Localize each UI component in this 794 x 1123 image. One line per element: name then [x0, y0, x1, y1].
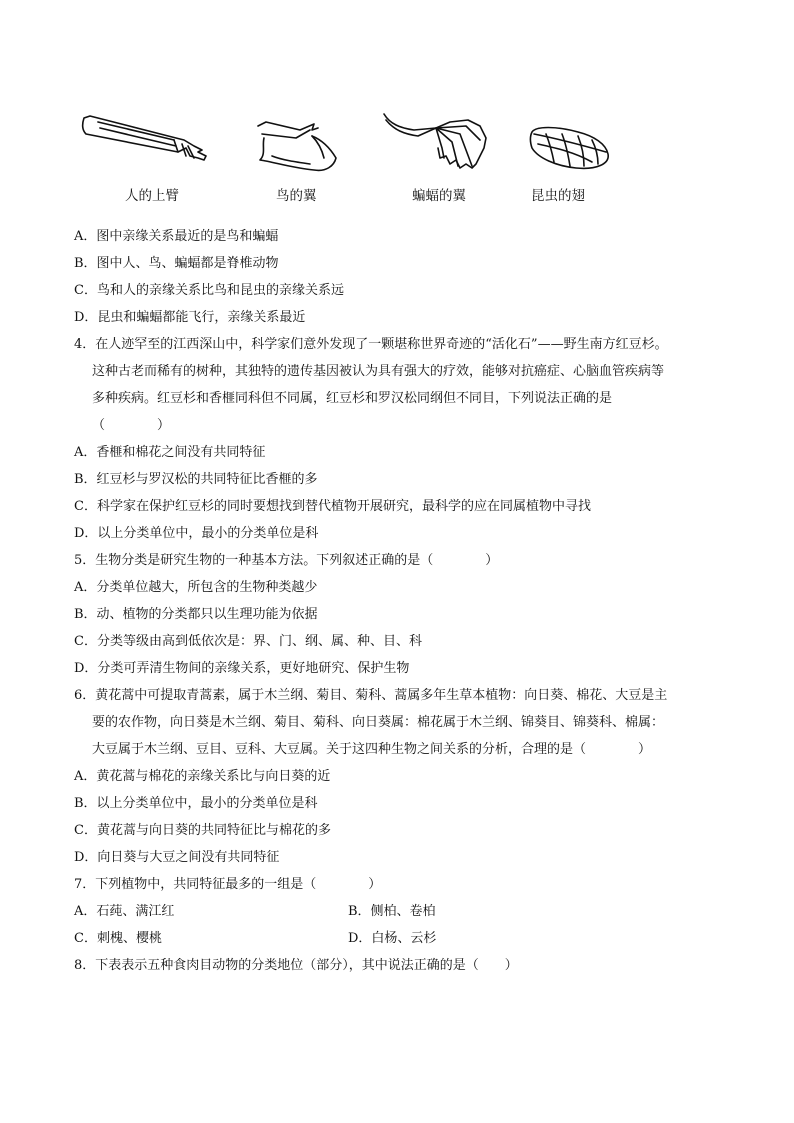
bird-wing-icon: [252, 116, 342, 176]
q6-option-a: A．黄花蒿与棉花的亲缘关系比与向日葵的近: [74, 769, 331, 784]
q6-stem-line-1: 6．黄花蒿中可提取青蒿素，属于木兰纲、菊目、菊科、蒿属多年生草本植物：向日葵、棉花、大豆是主: [74, 688, 668, 703]
q5-option-b: B．动、植物的分类都只以生理功能为依据: [74, 607, 318, 622]
caption-bird-wing: 鸟的翼: [276, 188, 317, 204]
q5-stem: 5．生物分类是研究生物的一种基本方法。下列叙述正确的是（ ）: [74, 553, 499, 568]
figure-row: [0, 0, 794, 210]
q6-option-b: B．以上分类单位中，最小的分类单位是科: [74, 796, 318, 811]
q3-option-d: D．昆虫和蝙蝠都能飞行，亲缘关系最近: [74, 310, 306, 325]
q5-option-a: A．分类单位越大，所包含的生物种类越少: [74, 580, 318, 595]
q6-stem-line-3: 大豆属于木兰纲、豆目、豆科、大豆属。关于这四种生物之间关系的分析，合理的是（ ）: [92, 742, 652, 757]
q4-stem-line-2: 这种古老而稀有的树种，其独特的遗传基因被认为具有强大的疗效，能够对抗癌症、心脑血管疾病等: [92, 364, 665, 379]
bat-wing-icon: [380, 108, 492, 174]
q5-option-c: C．分类等级由高到低依次是：界、门、纲、属、种、目、科: [74, 634, 422, 649]
q4-answer-blank: （ ）: [92, 418, 171, 433]
caption-human-arm: 人的上臂: [125, 188, 179, 204]
q3-option-b: B．图中人、鸟、蝙蝠都是脊椎动物: [74, 256, 279, 271]
q7-stem: 7．下列植物中，共同特征最多的一组是（ ）: [74, 877, 382, 892]
q6-option-d: D．向日葵与大豆之间没有共同特征: [74, 850, 280, 865]
q7-option-c: C．刺槐、樱桃: [74, 931, 162, 946]
q4-option-d: D．以上分类单位中，最小的分类单位是科: [74, 526, 319, 541]
q4-option-a: A．香榧和棉花之间没有共同特征: [74, 445, 266, 460]
q7-option-b: B．侧柏、卷柏: [348, 904, 436, 919]
q4-option-b: B．红豆杉与罗汉松的共同特征比香榧的多: [74, 472, 318, 487]
q4-stem-line-1: 4．在人迹罕至的江西深山中，科学家们意外发现了一颗堪称世界奇迹的“活化石”——野生南方红豆杉。: [74, 337, 668, 352]
caption-bat-wing: 蝙蝠的翼: [412, 188, 466, 204]
q6-stem-line-2: 要的农作物，向日葵是木兰纲、菊目、菊科、向日葵属：棉花属于木兰纲、锦葵目、锦葵科、棉属：: [92, 715, 665, 730]
q3-option-a: A．图中亲缘关系最近的是鸟和蝙蝠: [74, 229, 279, 244]
q3-option-c: C．鸟和人的亲缘关系比鸟和昆虫的亲缘关系远: [74, 283, 344, 298]
q7-option-d: D．白杨、云杉: [348, 931, 437, 946]
human-arm-icon: [78, 110, 210, 170]
q6-option-c: C．黄花蒿与向日葵的共同特征比与棉花的多: [74, 823, 331, 838]
caption-insect-wing: 昆虫的翅: [531, 188, 585, 204]
q4-stem-line-3: 多种疾病。红豆杉和香榧同科但不同属，红豆杉和罗汉松同纲但不同目，下列说法正确的是: [92, 391, 613, 406]
insect-wing-icon: [526, 122, 614, 174]
q5-option-d: D．分类可弄清生物间的亲缘关系，更好地研究、保护生物: [74, 661, 410, 676]
q7-option-a: A．石莼、满江红: [74, 904, 175, 919]
q8-stem: 8．下表表示五种食肉目动物的分类地位（部分），其中说法正确的是（ ）: [74, 958, 518, 973]
q4-option-c: C．科学家在保护红豆杉的同时要想找到替代植物开展研究，最科学的应在同属植物中寻找: [74, 499, 591, 514]
